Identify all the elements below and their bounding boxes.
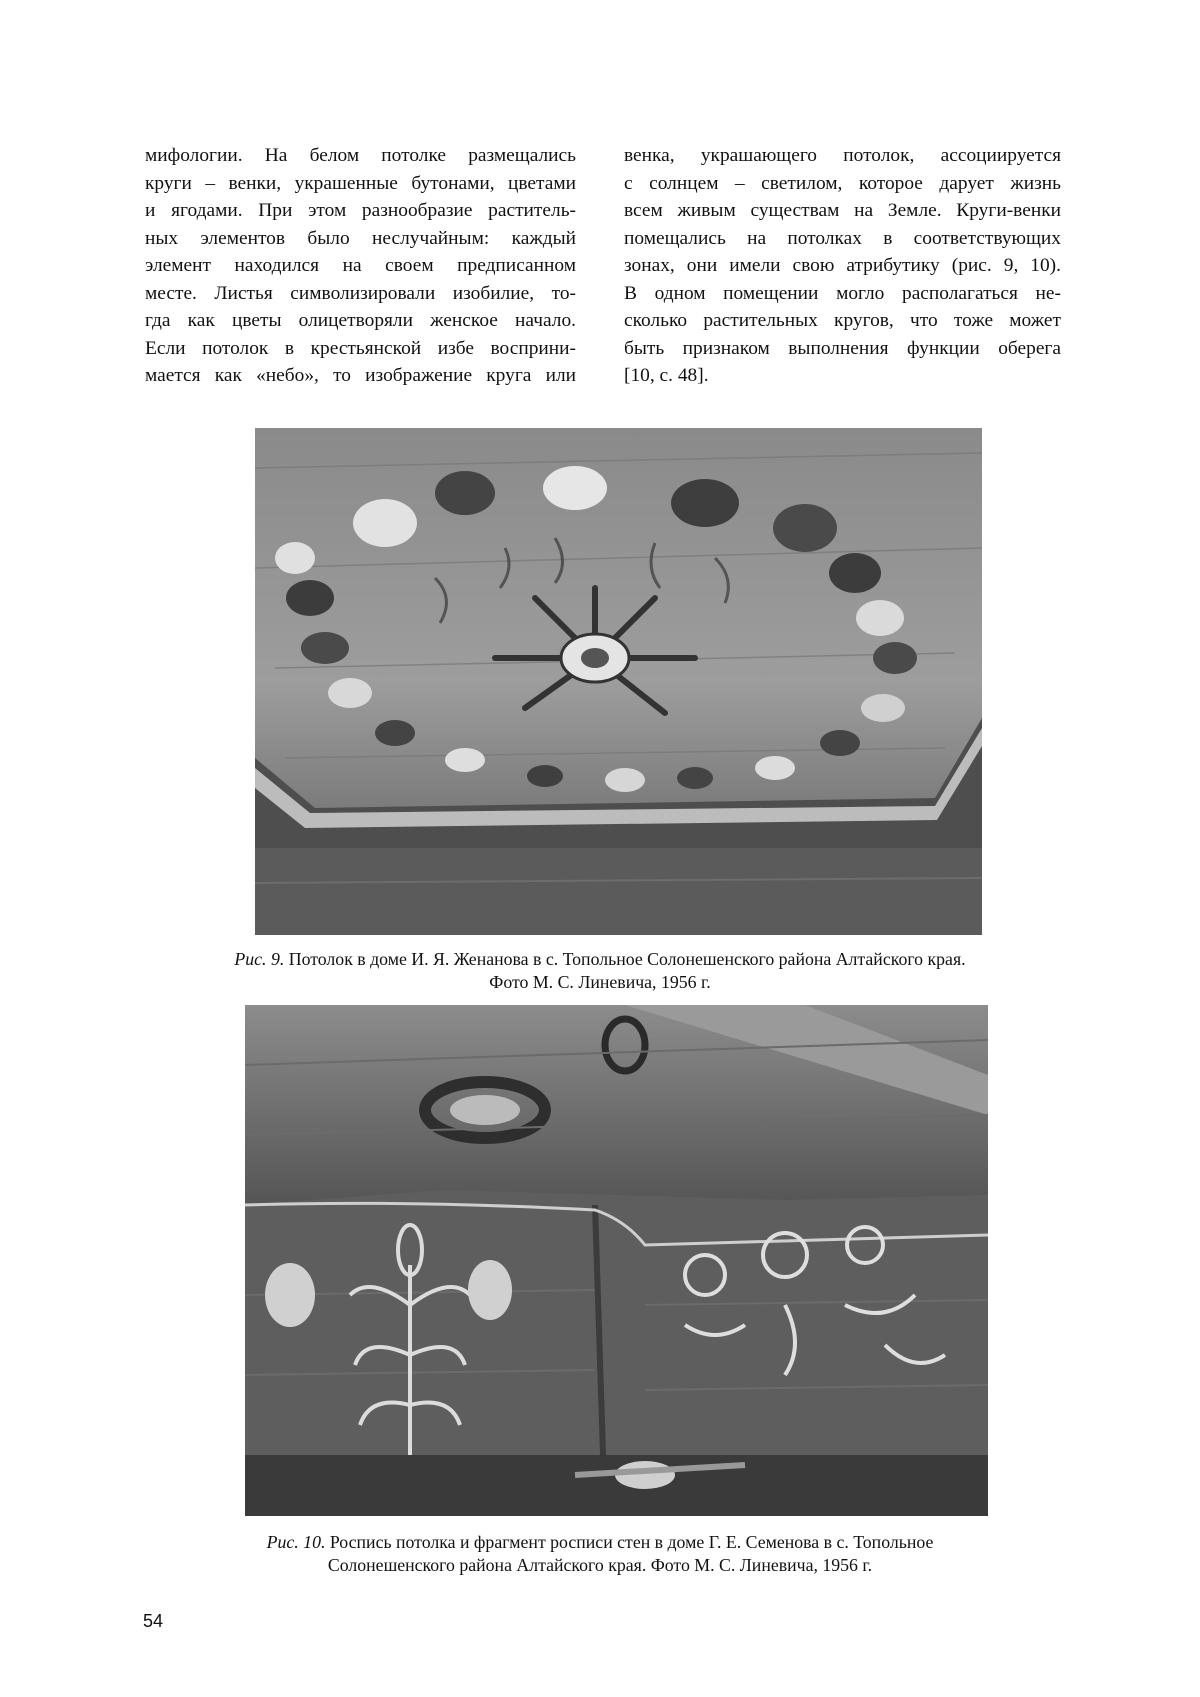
text-line: круги – венки, украшенные бутонами, цветами [145,170,576,198]
figure-9-caption-line-2: Фото М. С. Линевича, 1956 г. [150,971,1050,994]
text-line: мается как «небо», то изображение круга или [145,362,576,390]
text-line: мифологии. На белом потолке размещались [145,142,576,170]
text-line: венка, украшающего потолок, ассоциируется [624,142,1061,170]
text-line: с солнцем – светилом, которое дарует жизнь [624,170,1061,198]
figure-10-caption [150,1531,1050,1577]
figure-9-ceiling-photo [255,428,982,935]
wall-painting-photo [245,1005,988,1516]
text-line: месте. Листья символизировали изобилие, то- [145,280,576,308]
body-text-right-column [624,142,1061,390]
figure-9-caption [150,948,1050,994]
figure-10-wall-photo [245,1005,988,1516]
text-line: элемент находился на своем предписанном [145,252,576,280]
text-line: сколько растительных кругов, что тоже может [624,307,1061,335]
figure-10-caption-line-2: Солонешенского района Алтайского края. Фото М. С. Линевича, 1956 г. [150,1554,1050,1577]
figure-10-text: Роспись потолка и фрагмент росписи стен в доме Г. Е. Семенова в с. Топольное [330,1532,933,1552]
figure-9-label: Рис. 9. [234,949,284,969]
text-line: В одном помещении могло располагаться не- [624,280,1061,308]
figure-9-text: Потолок в доме И. Я. Женанова в с. Топольное Солонешенского района Алтайского края. [289,949,966,969]
page-number: 54 [143,1611,163,1632]
body-text-left-column [145,142,576,390]
text-line: зонах, они имели свою атрибутику (рис. 9, 10). [624,252,1061,280]
figure-10-label: Рис. 10. [267,1532,326,1552]
figure-10-caption-line-1 [150,1531,1050,1554]
text-line: гда как цветы олицетворяли женское начало. [145,307,576,335]
figure-9-caption-line-1 [150,948,1050,971]
text-line: и ягодами. При этом разнообразие раститель- [145,197,576,225]
text-line: ных элементов было неслучайным: каждый [145,225,576,253]
text-line: Если потолок в крестьянской избе восприни- [145,335,576,363]
text-line: [10, с. 48]. [624,362,1061,390]
text-line: помещались на потолках в соответствующих [624,225,1061,253]
text-line: быть признаком выполнения функции оберега [624,335,1061,363]
ceiling-wreath-photo [255,428,982,935]
text-line: всем живым существам на Земле. Круги-венки [624,197,1061,225]
